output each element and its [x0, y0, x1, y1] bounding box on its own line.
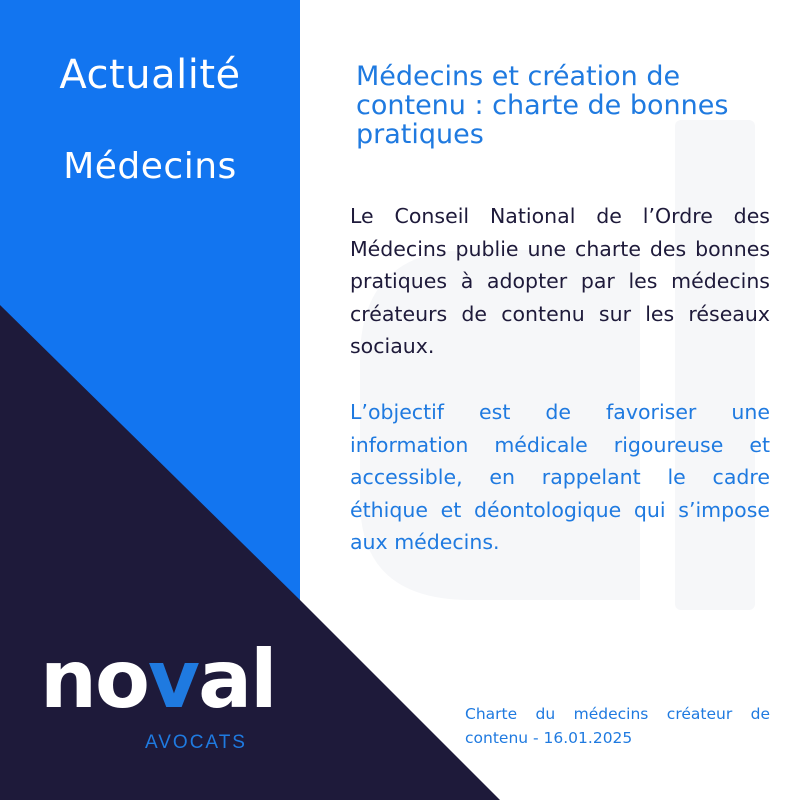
noval-logo	[40, 633, 276, 753]
logo-wordmark	[40, 633, 276, 726]
category-title: Actualité	[59, 52, 241, 98]
category-subtitle: Médecins	[63, 146, 237, 187]
article-paragraph-1: Le Conseil National de l’Ordre des Médecins publie une charte des bonnes pratiques à adopter par les médecins créateurs de contenu sur les réseaux sociaux.	[350, 204, 770, 358]
logo-text-end: al	[198, 633, 276, 726]
article-headline: Médecins et création de contenu : charte de bonnes pratiques	[356, 61, 729, 150]
footer-note: Charte du médecins créateur de contenu - 16.01.2025	[465, 705, 770, 747]
logo-text-start: no	[40, 633, 148, 726]
logo-tagline: AVOCATS	[145, 732, 247, 753]
logo-text-accent: v	[147, 633, 199, 726]
article-paragraph-2: L’objectif est de favoriser une information médicale rigoureuse et accessible, en rappelant le cadre éthique et déontologique qui s’impose aux médecins.	[350, 400, 770, 554]
